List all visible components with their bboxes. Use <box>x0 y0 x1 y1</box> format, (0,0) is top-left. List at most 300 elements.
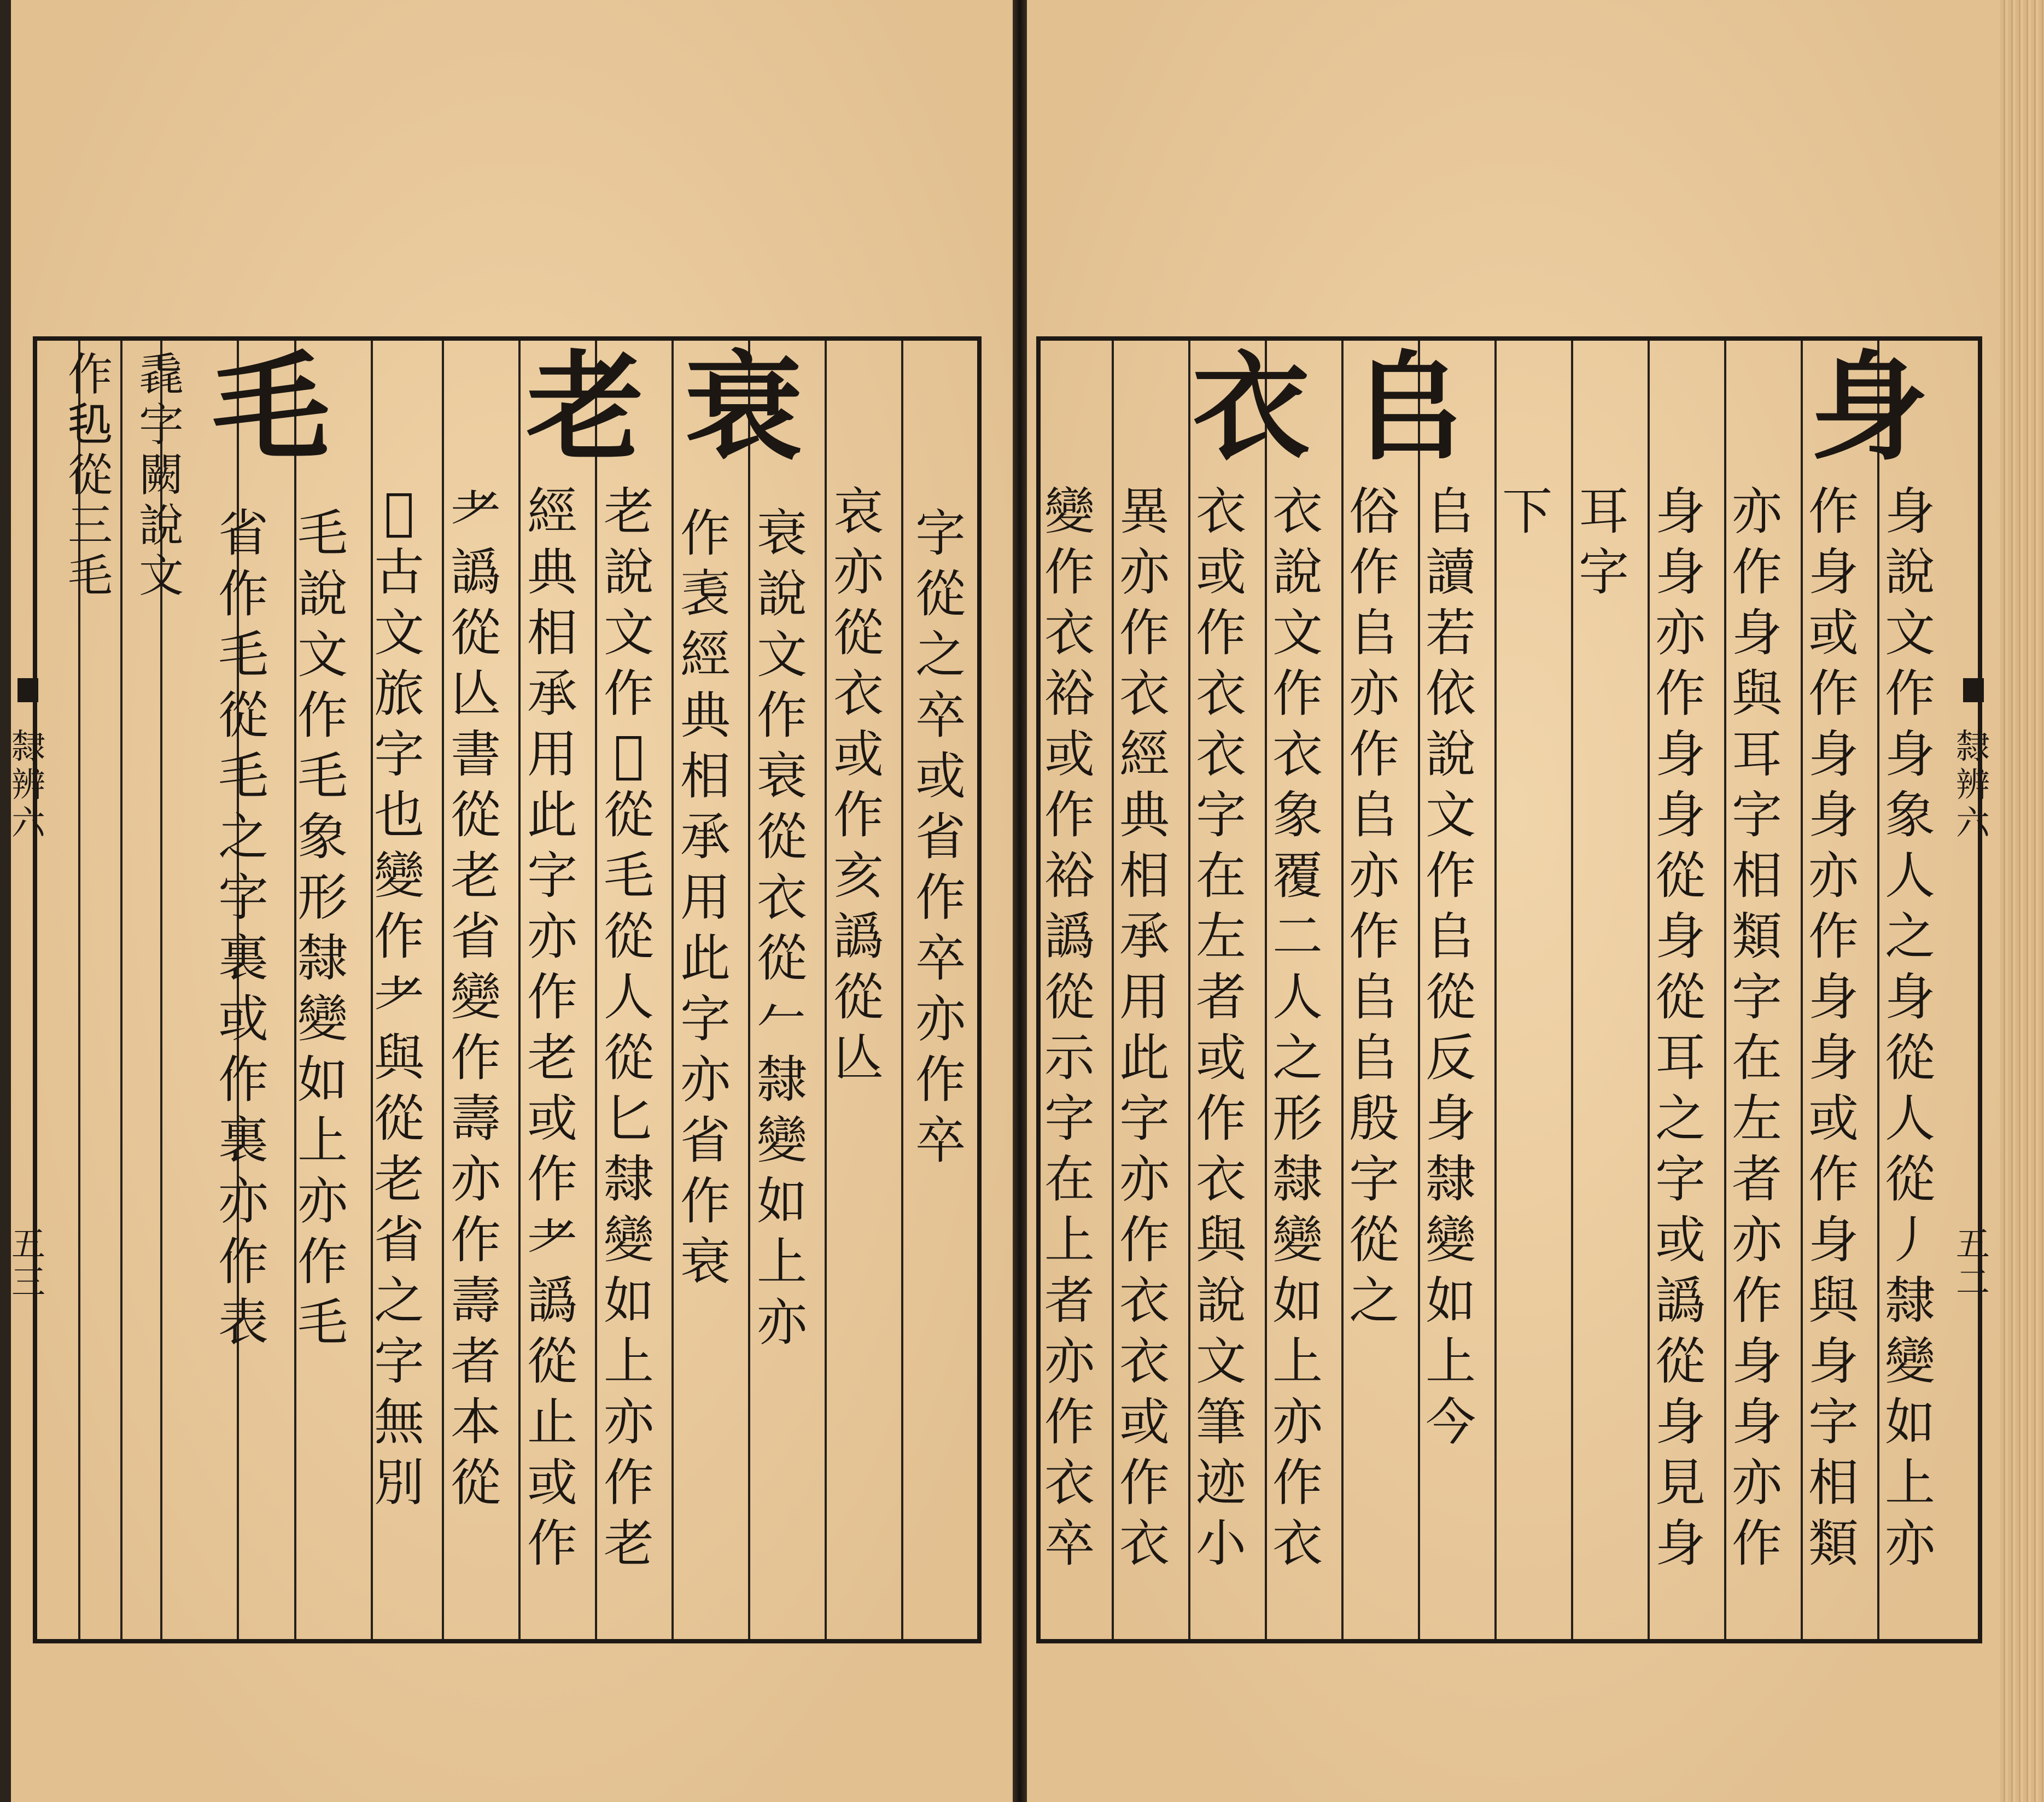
glyph: 老 <box>603 1514 654 1573</box>
glyph: 老 <box>373 1150 424 1209</box>
glyph: 二 <box>1272 907 1323 966</box>
glyph: 亦 <box>1731 1211 1782 1269</box>
glyph: 承 <box>527 664 577 723</box>
margin-folio <box>1957 1225 1989 1302</box>
glyph: 耳 <box>1578 482 1629 541</box>
glyph: 從 <box>756 808 807 866</box>
glyph: 作 <box>218 1233 268 1291</box>
glyph: 譌 <box>833 907 884 966</box>
glyph: 變 <box>1272 1211 1323 1269</box>
glyph: 亦 <box>915 990 966 1048</box>
glyph: 從 <box>450 1454 501 1512</box>
glyph: 字 <box>1195 786 1246 844</box>
glyph: 亦 <box>1348 847 1399 905</box>
text-column <box>1648 481 1713 1574</box>
glyph: 亦 <box>833 543 884 602</box>
glyph: 譌 <box>1044 907 1095 966</box>
glyph: 衣 <box>1272 482 1323 541</box>
glyph: 字 <box>138 399 184 451</box>
glyph: 下 <box>1502 482 1552 541</box>
glyph: 文 <box>1425 786 1476 844</box>
glyph: 隸 <box>603 1150 654 1209</box>
glyph: 小 <box>1195 1514 1246 1573</box>
glyph: 別 <box>373 1454 424 1512</box>
glyph: 𠂤 <box>1425 907 1476 966</box>
glyph: 文 <box>1195 1332 1246 1391</box>
glyph: 隸 <box>1425 1150 1476 1209</box>
heading-char-mao: 毛 <box>212 338 330 476</box>
glyph: 本 <box>450 1393 501 1451</box>
column-rule <box>901 341 903 1639</box>
glyph: 文 <box>603 604 654 662</box>
glyph: 象 <box>1272 786 1323 844</box>
glyph: 象 <box>1884 786 1935 844</box>
glyph: 亦 <box>603 1393 654 1451</box>
glyph: 闕 <box>138 450 184 501</box>
glyph: 𠂤 <box>1348 604 1399 662</box>
glyph: 亦 <box>1731 482 1782 541</box>
glyph: 經 <box>527 482 577 541</box>
glyph: 譌 <box>1655 1272 1706 1330</box>
glyph: 從 <box>1655 1332 1706 1391</box>
glyph: 如 <box>603 1272 654 1330</box>
glyph: 身 <box>1655 907 1706 966</box>
glyph: 亦 <box>756 1293 807 1352</box>
glyph: 或 <box>1195 1029 1246 1087</box>
column-rule <box>120 341 122 1639</box>
glyph: 衣 <box>1044 1454 1095 1512</box>
glyph: 作 <box>1348 725 1399 784</box>
glyph: 二 <box>1956 1262 1990 1302</box>
glyph: 身 <box>1655 1514 1706 1573</box>
glyph: 從 <box>1884 1150 1935 1209</box>
glyph: 身 <box>1655 543 1706 602</box>
glyph: 字 <box>1655 1150 1706 1209</box>
glyph: 身 <box>1808 786 1859 844</box>
text-column <box>290 503 355 1353</box>
glyph: 辨 <box>11 765 46 804</box>
glyph: 五 <box>1956 1224 1990 1264</box>
glyph: 字 <box>915 504 966 563</box>
glyph: 從 <box>1044 968 1095 1027</box>
glyph: 文 <box>373 604 424 662</box>
glyph: 之 <box>373 1272 424 1330</box>
glyph: 人 <box>1884 847 1935 905</box>
glyph: 變 <box>297 990 348 1048</box>
glyph: 文 <box>1272 604 1323 662</box>
glyph: 依 <box>1425 664 1476 723</box>
glyph: 裏 <box>218 1111 268 1170</box>
text-column <box>63 350 118 602</box>
glyph: 亦 <box>1884 1514 1935 1573</box>
glyph: 毛 <box>218 626 268 684</box>
glyph: 者 <box>1195 968 1246 1027</box>
glyph: 從 <box>1348 1211 1399 1269</box>
glyph: 類 <box>1731 907 1782 966</box>
glyph: 之 <box>1272 1029 1323 1087</box>
glyph: 五 <box>11 1224 46 1264</box>
glyph: 從 <box>603 907 654 966</box>
glyph: 作 <box>680 504 731 563</box>
glyph: 俗 <box>1348 482 1399 541</box>
text-column <box>1188 481 1254 1574</box>
glyph: 衣 <box>833 664 884 723</box>
glyph: 上 <box>1272 1332 1323 1391</box>
glyph: 作 <box>1731 1272 1782 1330</box>
glyph: 或 <box>527 1089 577 1148</box>
glyph: 用 <box>527 725 577 784</box>
glyph: 作 <box>1808 482 1859 541</box>
glyph: 字 <box>527 847 577 905</box>
glyph: 身 <box>1884 968 1935 1027</box>
glyph: 裕 <box>1044 847 1095 905</box>
glyph: 衰 <box>680 1233 731 1291</box>
glyph: 從 <box>1425 968 1476 1027</box>
glyph: 身 <box>1884 482 1935 541</box>
glyph: 作 <box>297 1233 348 1291</box>
text-column <box>1341 481 1407 1331</box>
glyph: 或 <box>1808 1089 1859 1148</box>
glyph: 示 <box>1044 1029 1095 1087</box>
glyph: 讀 <box>1425 543 1476 602</box>
glyph: 亦 <box>1655 604 1706 662</box>
glyph: 之 <box>915 626 966 684</box>
glyph: 上 <box>756 1233 807 1291</box>
text-column <box>1112 481 1177 1574</box>
glyph: 老 <box>603 482 654 541</box>
glyph: 𠂤 <box>1348 968 1399 1027</box>
glyph: 作 <box>1425 847 1476 905</box>
glyph: 覆 <box>1272 847 1323 905</box>
glyph: 隸 <box>756 1051 807 1109</box>
glyph: 譌 <box>527 1272 577 1330</box>
glyph: 或 <box>1808 604 1859 662</box>
glyph: 文 <box>138 550 184 602</box>
glyph: 𦒳 <box>384 482 414 541</box>
glyph: 說 <box>1425 725 1476 784</box>
glyph: 亦 <box>680 1051 731 1109</box>
glyph: 從 <box>833 968 884 1027</box>
glyph: 耂 <box>527 1211 577 1269</box>
glyph: 壽 <box>450 1089 501 1148</box>
glyph: 作 <box>218 565 268 623</box>
glyph: 相 <box>527 604 577 662</box>
glyph: 之 <box>218 808 268 866</box>
glyph: 人 <box>1272 968 1323 1027</box>
glyph: 耳 <box>1731 725 1782 784</box>
glyph: 三 <box>11 1262 46 1302</box>
text-column <box>1418 481 1484 1453</box>
glyph: 象 <box>297 808 348 866</box>
glyph: 在 <box>1731 1029 1782 1087</box>
glyph: 左 <box>1731 1089 1782 1148</box>
glyph: 典 <box>527 543 577 602</box>
glyph: 六 <box>1956 803 1990 843</box>
glyph: 迹 <box>1195 1454 1246 1512</box>
glyph: 異 <box>1119 482 1170 541</box>
glyph: 衣 <box>1195 482 1246 541</box>
glyph: 省 <box>915 808 966 866</box>
glyph: 譌 <box>450 543 501 602</box>
glyph: 毛 <box>603 847 654 905</box>
text-column <box>826 481 891 1088</box>
glyph: 亦 <box>1808 847 1859 905</box>
glyph: 也 <box>373 786 424 844</box>
text-column <box>1037 481 1102 1574</box>
glyph: 卒 <box>915 929 966 988</box>
glyph: 衣 <box>1272 725 1323 784</box>
glyph: 從 <box>450 604 501 662</box>
glyph: 耂 <box>373 968 424 1027</box>
glyph: 作 <box>1272 1454 1323 1512</box>
glyph: 類 <box>1808 1514 1859 1573</box>
glyph: 或 <box>915 747 966 806</box>
glyph: 形 <box>297 868 348 927</box>
glyph: 毳 <box>138 349 184 401</box>
glyph: 衣 <box>1195 1150 1246 1209</box>
left-book-edge <box>0 0 11 1802</box>
glyph: 從 <box>1655 847 1706 905</box>
glyph: 如 <box>1884 1393 1935 1451</box>
glyph: 作 <box>373 907 424 966</box>
text-column <box>1494 481 1560 542</box>
glyph: 作 <box>680 1172 731 1231</box>
glyph: 衣 <box>1044 604 1095 662</box>
glyph: 形 <box>1272 1089 1323 1148</box>
glyph: 作 <box>1808 1150 1859 1209</box>
glyph: 作 <box>833 786 884 844</box>
glyph: 文 <box>1884 604 1935 662</box>
glyph: 辨 <box>1956 765 1990 804</box>
glyph: 衣 <box>1272 1514 1323 1573</box>
glyph: 亥 <box>833 847 884 905</box>
glyph: 從 <box>218 686 268 745</box>
glyph: 字 <box>373 725 424 784</box>
glyph: 作 <box>1731 1514 1782 1573</box>
text-column <box>1571 481 1637 603</box>
glyph: 隸 <box>11 726 46 766</box>
glyph: 或 <box>218 990 268 1048</box>
glyph: 作 <box>527 1150 577 1209</box>
glyph: 作 <box>1195 1089 1246 1148</box>
glyph: 作 <box>527 1514 577 1573</box>
glyph: 毛 <box>297 504 348 563</box>
glyph: 文 <box>297 626 348 684</box>
text-column <box>134 350 189 602</box>
glyph: 者 <box>450 1332 501 1391</box>
glyph: 上 <box>1884 1454 1935 1512</box>
right-page <box>1027 0 2000 1802</box>
glyph: 作 <box>527 968 577 1027</box>
glyph: 省 <box>373 1211 424 1269</box>
glyph: 耂 <box>450 482 501 541</box>
glyph: 作 <box>297 686 348 745</box>
glyph: 表 <box>218 1293 268 1352</box>
text-column <box>1801 481 1866 1574</box>
glyph: 字 <box>680 990 731 1048</box>
glyph: 從 <box>67 450 113 501</box>
glyph: 上 <box>1425 1332 1476 1391</box>
glyph: 六 <box>11 803 46 843</box>
glyph: 亾 <box>450 664 501 723</box>
glyph: 衣 <box>1195 664 1246 723</box>
glyph: 上 <box>603 1332 654 1391</box>
glyph: 字 <box>1578 543 1629 602</box>
glyph: 衣 <box>1195 725 1246 784</box>
glyph: 變 <box>373 847 424 905</box>
glyph: 作 <box>1044 543 1095 602</box>
margin-title <box>1957 727 1989 842</box>
glyph: 與 <box>1731 664 1782 723</box>
glyph: 亦 <box>1348 664 1399 723</box>
text-column <box>596 481 662 1574</box>
glyph: 在 <box>1195 847 1246 905</box>
glyph: 哀 <box>833 482 884 541</box>
glyph: 作 <box>1044 1393 1095 1451</box>
glyph: 三 <box>67 500 113 552</box>
glyph: 亦 <box>450 1150 501 1209</box>
glyph: 𠂤 <box>1348 786 1399 844</box>
glyph: 用 <box>1119 968 1170 1027</box>
glyph: 衣 <box>1119 1514 1170 1573</box>
glyph: 典 <box>1119 786 1170 844</box>
heading-char-yi: 衣 <box>1192 338 1310 476</box>
glyph: 說 <box>138 500 184 552</box>
heading-char-shen: 身 <box>1810 338 1928 476</box>
glyph: 古 <box>373 543 424 602</box>
glyph: 作 <box>603 664 654 723</box>
glyph: 身 <box>1731 1393 1782 1451</box>
glyph: 從 <box>603 1029 654 1087</box>
glyph: 亦 <box>1731 1454 1782 1512</box>
glyph: 作 <box>1884 664 1935 723</box>
glyph: 字 <box>1119 1089 1170 1148</box>
glyph: 或 <box>1119 1393 1170 1451</box>
glyph: 𠂤 <box>1425 482 1476 541</box>
glyph: 之 <box>1655 1089 1706 1148</box>
glyph: 身 <box>1425 1089 1476 1148</box>
glyph: 在 <box>1044 1150 1095 1209</box>
glyph: 作 <box>1731 543 1782 602</box>
glyph: 毛 <box>297 747 348 806</box>
glyph: 之 <box>1884 907 1935 966</box>
glyph: 如 <box>1425 1272 1476 1330</box>
glyph: 說 <box>603 543 654 602</box>
glyph: 作 <box>915 868 966 927</box>
glyph: 承 <box>680 808 731 866</box>
glyph: 作 <box>1808 907 1859 966</box>
glyph: 省 <box>218 504 268 563</box>
text-column <box>519 481 585 1574</box>
glyph: 上 <box>297 1111 348 1170</box>
glyph: 如 <box>756 1172 807 1231</box>
glyph: 用 <box>680 868 731 927</box>
glyph: 作 <box>756 686 807 745</box>
glyph: 身 <box>1884 725 1935 784</box>
glyph: 身 <box>1808 968 1859 1027</box>
glyph: 亦 <box>527 907 577 966</box>
glyph: 隸 <box>1884 1272 1935 1330</box>
glyph: 作 <box>218 1051 268 1109</box>
glyph: 變 <box>1884 1332 1935 1391</box>
glyph: 亦 <box>1119 1150 1170 1209</box>
glyph: 𦒳 <box>614 725 644 784</box>
glyph: 衣 <box>756 868 807 927</box>
heading-char-shuai: 衰 <box>685 338 803 476</box>
glyph: 變 <box>1044 482 1095 541</box>
glyph: 匕 <box>603 1089 654 1148</box>
glyph: 典 <box>680 686 731 745</box>
glyph: 字 <box>1044 1089 1095 1148</box>
text-column <box>1265 481 1330 1574</box>
glyph: 裕 <box>1044 664 1095 723</box>
glyph: 與 <box>373 1029 424 1087</box>
glyph: 身 <box>1655 482 1706 541</box>
glyph: 相 <box>680 747 731 806</box>
glyph: 承 <box>1119 907 1170 966</box>
glyph: 如 <box>1272 1272 1323 1330</box>
glyph: 說 <box>1195 1272 1246 1330</box>
glyph: 身 <box>1808 725 1859 784</box>
glyph: 作 <box>1272 664 1323 723</box>
glyph: 丿 <box>1884 1211 1935 1269</box>
glyph: 或 <box>1655 1211 1706 1269</box>
glyph: 見 <box>1655 1454 1706 1512</box>
margin-title <box>12 727 45 842</box>
glyph: 卒 <box>915 1111 966 1170</box>
glyph: 身 <box>1808 1211 1859 1269</box>
glyph: 人 <box>603 968 654 1027</box>
text-column <box>1724 481 1790 1574</box>
glyph: 變 <box>450 968 501 1027</box>
glyph: 從 <box>1655 968 1706 1027</box>
glyph: 亾 <box>833 1029 884 1087</box>
glyph: 衰 <box>756 747 807 806</box>
text-column <box>1877 481 1943 1574</box>
glyph: 左 <box>1195 907 1246 966</box>
glyph: 亦 <box>1044 1332 1095 1391</box>
fishtail-mark <box>1963 678 1984 702</box>
glyph: 身 <box>1808 1332 1859 1391</box>
glyph: 與 <box>1195 1211 1246 1269</box>
glyph: 𠂉 <box>756 990 807 1048</box>
glyph: 字 <box>1808 1393 1859 1451</box>
glyph: 從 <box>833 604 884 662</box>
glyph: 無 <box>373 1393 424 1451</box>
glyph: 作 <box>915 1051 966 1109</box>
glyph: 相 <box>1119 847 1170 905</box>
glyph: 字 <box>1731 968 1782 1027</box>
book-gutter <box>1013 0 1027 1802</box>
glyph: 說 <box>756 565 807 623</box>
glyph: 變 <box>603 1211 654 1269</box>
glyph: 止 <box>527 1393 577 1451</box>
glyph: 相 <box>1808 1454 1859 1512</box>
glyph: 老 <box>527 1029 577 1087</box>
glyph: 省 <box>680 1111 731 1170</box>
glyph: 此 <box>1119 1029 1170 1087</box>
left-page <box>11 0 1013 1802</box>
glyph: 上 <box>1044 1211 1095 1269</box>
text-column <box>673 503 738 1292</box>
fishtail-mark <box>17 678 38 702</box>
glyph: 毛 <box>67 550 113 602</box>
glyph: 身 <box>1731 1332 1782 1391</box>
glyph: 或 <box>1044 725 1095 784</box>
glyph: 裏 <box>218 929 268 988</box>
glyph: 隸 <box>1272 1150 1323 1209</box>
glyph: 亦 <box>297 1172 348 1231</box>
